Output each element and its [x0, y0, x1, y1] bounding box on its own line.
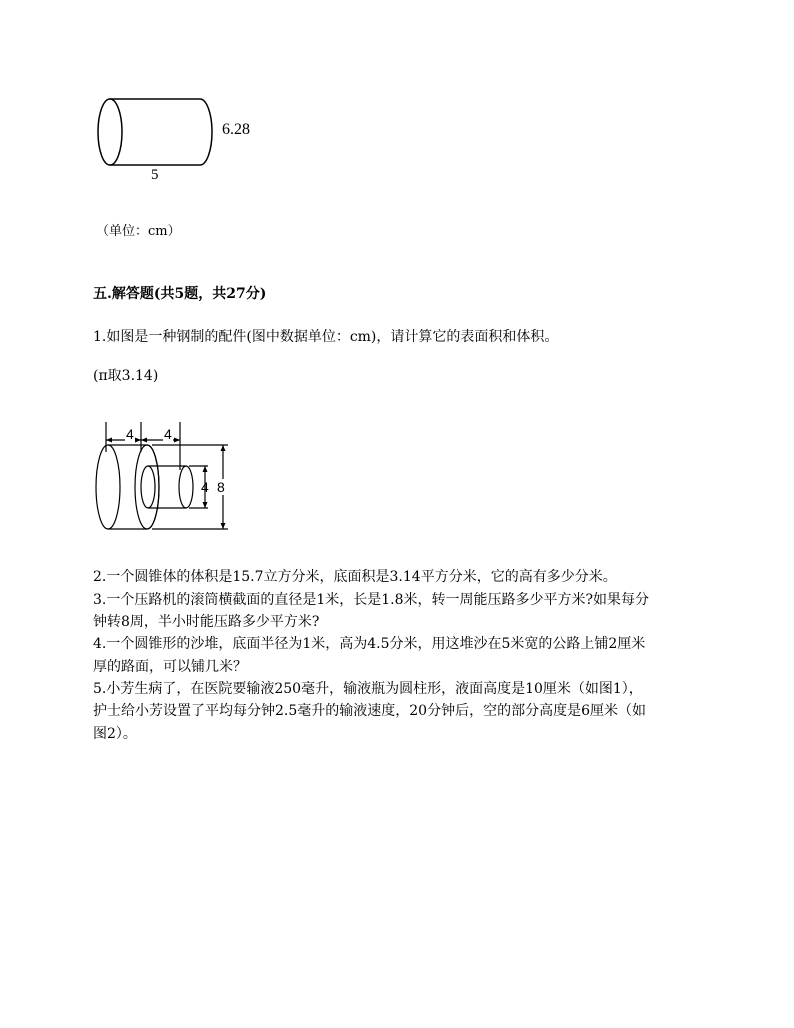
- question-3-text-line1: 3.一个压路机的滚筒横截面的直径是1米，长是1.8米，转一周能压路多少平方米?如果每分: [93, 592, 650, 608]
- outer-cylinder-face: [96, 445, 120, 529]
- question-1-text: 1.如图是一种钢制的配件(图中数据单位：cm)，请计算它的表面积和体积。: [93, 329, 559, 345]
- inner-cylinder-face: [141, 466, 155, 508]
- unit-note: （单位：cm）: [96, 224, 181, 239]
- cylinder-length-label: 5: [151, 167, 159, 183]
- dim-label-right-length: 4: [164, 426, 172, 442]
- question-5-text-line3: 图2）。: [93, 726, 137, 742]
- question-2-text: 2.一个圆锥体的体积是15.7立方分米，底面积是3.14平方分米，它的高有多少分米。: [93, 569, 617, 585]
- cylinder-right-arc: [200, 99, 212, 165]
- question-3-text-line2: 钟转8周，半小时能压路多少平方米?: [93, 614, 320, 630]
- question-4-text-line1: 4.一个圆锥形的沙堆，底面半径为1米，高为4.5分米，用这堆沙在5米宽的公路上铺2厘米: [93, 636, 646, 652]
- dim-label-left-length: 4: [126, 426, 134, 442]
- question-5-text-line1: 5.小芳生病了，在医院要输液250毫升，输液瓶为圆柱形，液面高度是10厘米（如图1），: [93, 681, 643, 697]
- cylinder-left-face: [98, 99, 122, 165]
- question-5-text-line2: 护士给小芳设置了平均每分钟2.5毫升的输液速度，20分钟后，空的部分高度是6厘米（如: [93, 703, 646, 719]
- question-1-pi-note: (π取3.14): [93, 368, 159, 384]
- dim-label-inner-diameter: 4: [201, 479, 209, 495]
- cylinder-height-label: 6.28: [222, 121, 250, 138]
- cylinder-figure: [90, 92, 270, 192]
- dim-label-outer-diameter: 8: [217, 479, 225, 495]
- section-title: 五.解答题(共5题，共27分): [93, 286, 267, 302]
- question-4-text-line2: 厚的路面，可以铺几米？: [93, 659, 247, 675]
